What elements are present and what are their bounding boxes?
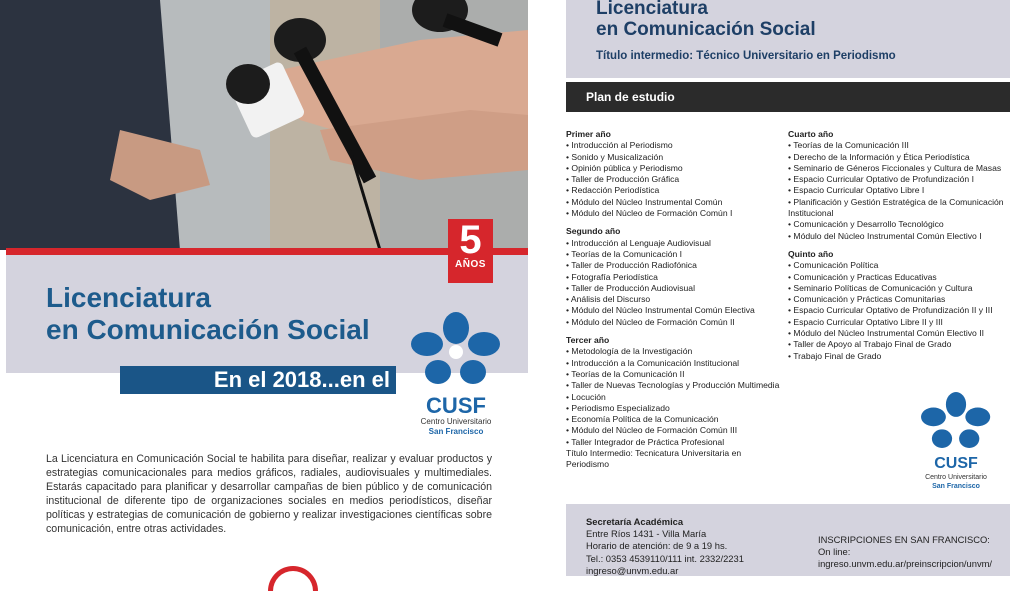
list-item: • Comunicación y Prácticas Comunitarias [788,294,1012,305]
list-item: • Módulo del Núcleo de Formación Común III [566,425,780,436]
logo-line1: Centro Universitario [420,417,492,426]
list-item: • Módulo del Núcleo de Formación Común I [566,208,780,219]
academic-contact [586,516,806,577]
intermediate-title-note: Título Intermedio: Tecnicatura Universitaria en Periodismo [566,448,742,470]
contact-email: ingreso@unvm.edu.ar [586,564,679,576]
contact-phone: Tel.: 0353 4539110/111 int. 2332/2231 [586,552,744,564]
list-item: • Seminario de Géneros Ficcionales y Cultura de Masas [788,163,1012,174]
list-item: • Espacio Curricular Optativo Libre I [788,185,1012,196]
cusf-logo [406,312,506,442]
list-item: • Introducción al Lenguaje Audiovisual [566,238,780,249]
right-title-line1: Licenciatura [596,0,708,19]
right-subtitle: Título intermedio: Técnico Universitario en Periodismo [596,50,896,62]
contact-address: Entre Ríos 1431 - Villa María [586,528,707,540]
list-item: • Redacción Periodística [566,185,780,196]
list-item: • Módulo del Núcleo Instrumental Común [566,197,780,208]
list-item: • Taller de Producción Audiovisual [566,283,780,294]
list-item: • Introducción a la Comunicación Institucional [566,358,780,369]
list-item: • Módulo del Núcleo Instrumental Común Electivo I [788,231,1012,242]
curriculum-column-left [566,129,780,471]
list-item: • Metodología de la Investigación [566,346,780,357]
program-description: La Licenciatura en Comunicación Social te habilita para diseñar, realizar y evaluar productos y estrategias comunicacionales para medios gráficos, radiales, audiovisuales y multimediales. Estarás capacitado para planificar y desarrollar campañas de bien público y de comunicación institucional de diferente tipo de organizaciones sociales en medios periodísticos, diseñar políticas y estrategias de comunicación de gobierno y realizar investigaciones científicas sobre comunicación, entre otras actividades. [46,453,492,535]
year-heading: Tercer año [566,335,610,346]
year-heading: Quinto año [788,248,834,259]
list-item: • Fotografía Periodística [566,272,780,283]
curriculum-column-right [788,129,1012,362]
list-item: • Economía Política de la Comunicación [566,414,780,425]
list-item: • Módulo del Núcleo Instrumental Común Electiva [566,305,780,316]
logo-name: CUSF [934,455,978,472]
list-item: • Sonido y Musicalización [566,152,780,163]
logo-fragment [268,566,318,591]
list-item: • Comunicación Política [788,260,1012,271]
list-item: • Módulo del Núcleo de Formación Común II [566,317,780,328]
logo-line2: San Francisco [428,427,484,436]
year-heading: Cuarto año [788,129,834,139]
flower-icon [406,312,506,384]
list-item: • Trabajo Final de Grado [788,351,1012,362]
list-item: • Espacio Curricular Optativo Libre II y III [788,317,1012,328]
right-title-line2: en Comunicación Social [596,19,816,40]
list-item: • Análisis del Discurso [566,294,780,305]
enrollment-info [818,534,1018,571]
flower-icon [916,392,996,448]
year-heading: Segundo año [566,226,621,237]
list-item: • Introducción al Periodismo [566,140,780,151]
list-item: • Taller de Producción Gráfica [566,174,780,185]
list-item: • Taller de Apoyo al Trabajo Final de Grado [788,339,1012,350]
left-title-line1: Licenciatura [46,282,211,313]
logo-name: CUSF [426,393,486,418]
list-item: • Teorías de la Comunicación II [566,369,780,380]
list-item: • Comunicación y Desarrollo Tecnológico [788,219,1012,230]
enrollment-title: INSCRIPCIONES EN SAN FRANCISCO: [818,534,990,545]
list-item: • Taller Integrador de Práctica Profesional [566,437,780,448]
enrollment-url[interactable]: ingreso.unvm.edu.ar/preinscripcion/unvm/ [818,558,993,570]
left-title [46,282,370,346]
list-item: • Derecho de la Información y Ética Periodística [788,152,1012,163]
list-item: • Espacio Curricular Optativo de Profundización I [788,174,1012,185]
logo-line1: Centro Universitario [925,474,987,481]
list-item: • Taller de Nuevas Tecnologías y Producción Multimedia [566,380,780,391]
badge-unit: AÑOS [455,259,486,270]
list-item: • Periodismo Especializado [566,403,780,414]
list-item: • Locución [566,392,780,403]
year-banner: En el 2018...en el [120,366,396,394]
plan-label: Plan de estudio [586,90,675,104]
contact-title: Secretaría Académica [586,516,684,527]
badge-number: 5 [459,218,482,262]
press-photo [0,0,528,250]
list-item: • Taller de Producción Radiofónica [566,260,780,271]
list-item: • Seminario Políticas de Comunicación y Cultura [788,283,1012,294]
microphones-illustration [0,0,528,250]
logo-line2: San Francisco [932,483,980,490]
left-title-line2: en Comunicación Social [46,314,370,345]
enrollment-online: On line: [818,546,851,558]
cusf-logo-small [916,392,996,492]
year-heading: Primer año [566,129,611,139]
list-item: • Comunicación y Practicas Educativas [788,272,1012,283]
list-item: • Opinión pública y Periodismo [566,163,780,174]
list-item: • Módulo del Núcleo Instrumental Común Electivo II [788,328,1012,339]
contact-hours: Horario de atención: de 9 a 19 hs. [586,540,728,552]
list-item: • Teorías de la Comunicación III [788,140,1012,151]
right-title [596,0,816,40]
list-item: • Teorías de la Comunicación I [566,249,780,260]
list-item: • Planificación y Gestión Estratégica de la Comunicación Institucional [788,197,1012,220]
list-item: • Espacio Curricular Optativo de Profundización II y III [788,305,1012,316]
duration-badge [448,219,493,283]
